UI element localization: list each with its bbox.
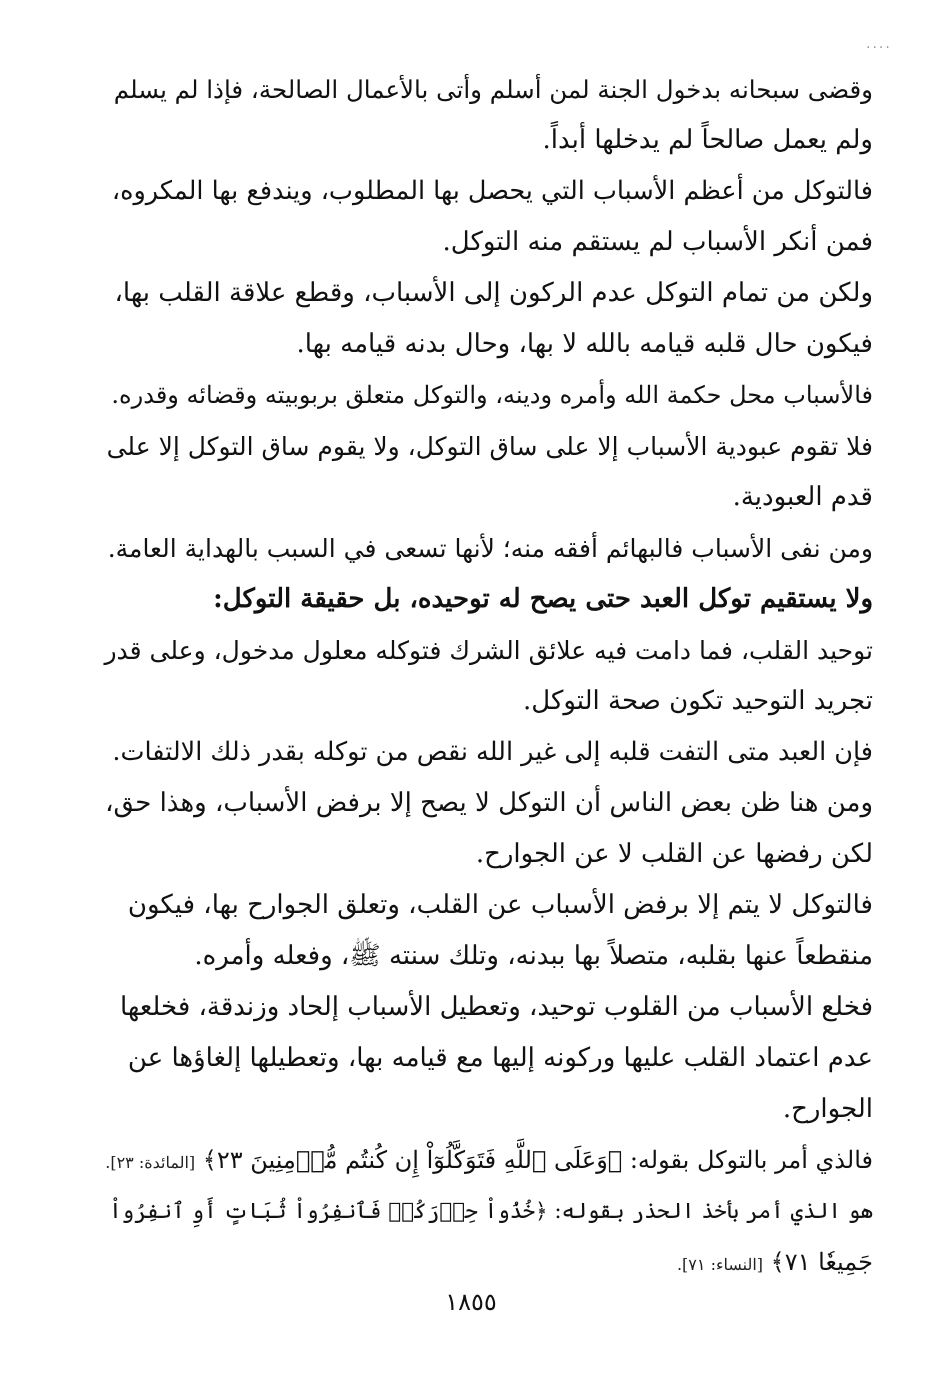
- quran-verse-line: [103, 1186, 873, 1237]
- main-text: [103, 64, 873, 1288]
- text-line: فالتوكل لا يتم إلا برفض الأسباب عن القلب، وتعلق الجوارح بها، فيكون: [127, 890, 873, 920]
- text-line: ولم يعمل صالحاً لم يدخلها أبداً.: [542, 125, 873, 155]
- quran-verse-text: جَمِيعٗا ٧١﴾: [770, 1248, 873, 1276]
- text-line: فالتوكل من أعظم الأسباب التي يحصل بها المطلوب، ويندفع بها المكروه،: [111, 176, 873, 206]
- text-line: عدم اعتماد القلب عليها وركونه إليها مع قيامه بها، وتعطيلها إلغاؤها عن: [127, 1043, 873, 1073]
- text-line: فإن العبد متى التفت قلبه إلى غير الله نقص من توكله بقدر ذلك الالتفات.: [112, 737, 873, 767]
- quran-verse-text: فالذي أمر بالتوكل بقوله: ﴿وَعَلَى ٱللَّهِ فَتَوَكَّلُوٓاْ إِن كُنتُم مُّؤۡمِنِينَ ٢٣﴾: [202, 1146, 873, 1174]
- text-line: فخلع الأسباب من القلوب توحيد، وتعطيل الأسباب إلحاد وزندقة، فخلعها: [119, 992, 873, 1022]
- text-line: فالأسباب محل حكمة الله وأمره ودينه، والتوكل متعلق بربوبيته وقضائه وقدره.: [111, 381, 873, 409]
- text-line: فلا تقوم عبودية الأسباب إلا على ساق التوكل، ولا يقوم ساق التوكل إلا على: [106, 432, 873, 461]
- text-line: منقطعاً عنها بقلبه، متصلاً بها ببدنه، وتلك سنته ﷺ، وفعله وأمره.: [194, 941, 873, 971]
- text-line: تجريد التوحيد تكون صحة التوكل.: [523, 686, 873, 716]
- text-line: قدم العبودية.: [732, 482, 873, 512]
- text-line: وقضى سبحانه بدخول الجنة لمن أسلم وأتى بالأعمال الصالحة، فإذا لم يسلم: [113, 75, 873, 104]
- verse-reference: [النساء: ٧١].: [676, 1255, 764, 1274]
- text-line: الجوارح.: [782, 1094, 873, 1124]
- text-line: ومن نفى الأسباب فالبهائم أفقه منه؛ لأنها تسعى في السبب بالهداية العامة.: [107, 534, 873, 563]
- text-line: فمن أنكر الأسباب لم يستقم منه التوكل.: [442, 227, 873, 257]
- bold-heading-line: ولا يستقيم توكل العبد حتى يصح له توحيده، بل حقيقة التوكل:: [213, 584, 873, 614]
- text-line: لكن رفضها عن القلب لا عن الجوارح.: [475, 839, 873, 869]
- corner-mark: ....: [866, 36, 892, 52]
- quran-verse-line: [103, 1237, 873, 1288]
- quran-verse-line: [103, 1135, 873, 1186]
- text-line: ولكن من تمام التوكل عدم الركون إلى الأسباب، وقطع علاقة القلب بها،: [114, 278, 873, 308]
- page-number: ١٨٥٥: [445, 1288, 497, 1316]
- verse-reference: [المائدة: ٢٣].: [105, 1153, 196, 1172]
- quran-verse-text: هو الذي أمر بأخذ الحذر بقوله: ﴿خُذُواْ حِذۡرَكُمۡ فَٱنفِرُواْ ثُبَاتٍ أَوِ ٱنفِرُواْ: [109, 1199, 873, 1224]
- text-line: فيكون حال قلبه قيامه بالله لا بها، وحال بدنه قيامه بها.: [296, 329, 873, 359]
- text-line: توحيد القلب، فما دامت فيه علائق الشرك فتوكله معلول مدخول، وعلى قدر: [104, 636, 873, 665]
- text-line: ومن هنا ظن بعض الناس أن التوكل لا يصح إلا برفض الأسباب، وهذا حق،: [105, 788, 873, 818]
